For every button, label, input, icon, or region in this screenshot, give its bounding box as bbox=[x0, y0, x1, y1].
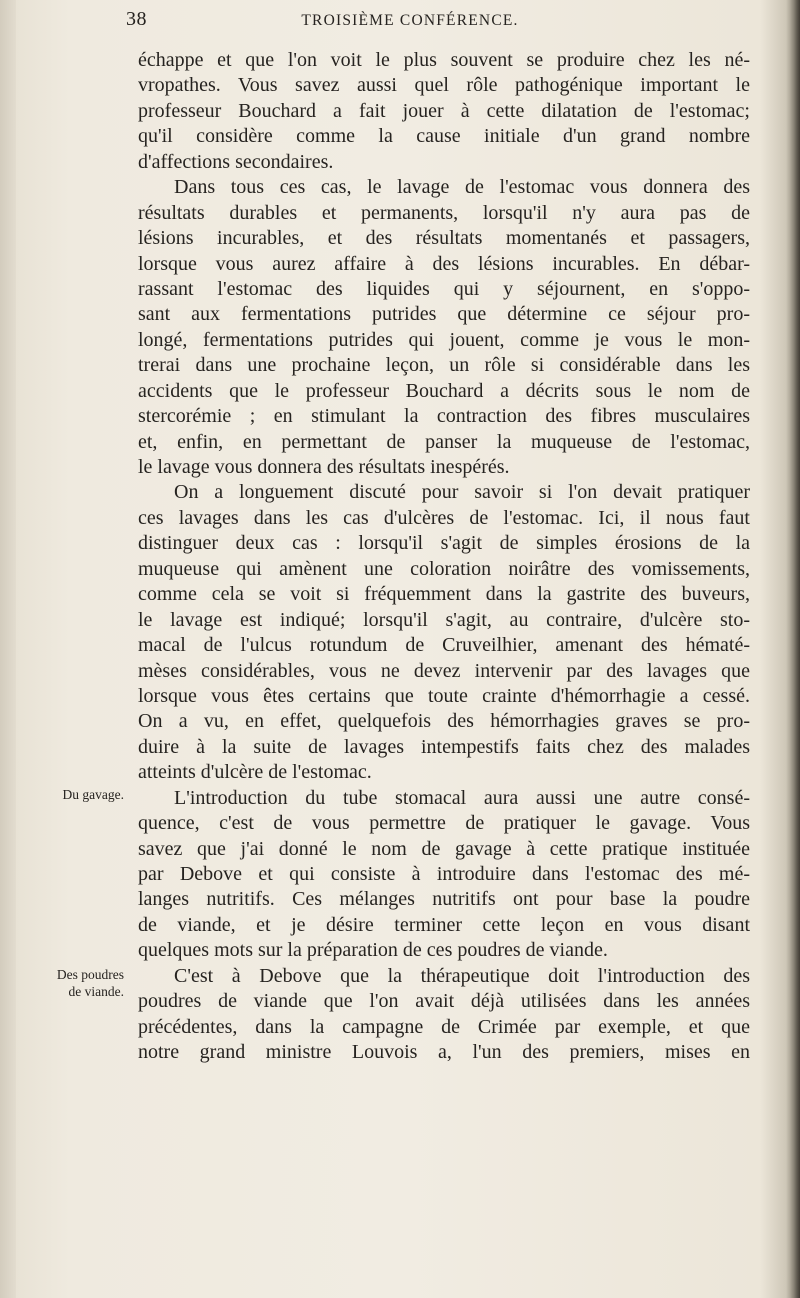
text-line: sant aux fermentations putrides que détermine ce séjour pro- bbox=[138, 303, 750, 326]
margin-note-des-poudres bbox=[24, 966, 124, 1000]
text-line: trerai dans une prochaine leçon, un rôle si considérable dans les bbox=[138, 354, 750, 377]
text-line: par Debove et qui consiste à introduire dans l'estomac des mé- bbox=[138, 863, 750, 885]
text-line: ces lavages dans les cas d'ulcères de l'estomac. Ici, il nous faut bbox=[138, 506, 750, 529]
text-line: lésions incurables, et des résultats momentanés et passagers, bbox=[138, 227, 750, 250]
text-line: Dans tous ces cas, le lavage de l'estomac vous donnera des bbox=[174, 176, 750, 199]
text-line: C'est à Debove que la thérapeutique doit l'introduction des bbox=[174, 964, 750, 987]
text-line: atteints d'ulcère de l'estomac. bbox=[138, 761, 372, 784]
text-line: muqueuse qui amènent une coloration noirâtre des vomissements, bbox=[138, 557, 750, 580]
page-binding-shadow bbox=[0, 0, 16, 1298]
text-line: d'affections secondaires. bbox=[138, 150, 334, 173]
text-line: comme cela se voit si fréquemment dans la gastrite des buveurs, bbox=[138, 583, 750, 606]
page-edge-shadow bbox=[786, 0, 800, 1298]
text-line: professeur Bouchard a fait jouer à cette dilatation de l'estomac; bbox=[138, 99, 750, 122]
text-line: langes nutritifs. Ces mélanges nutritifs ont pour base la poudre bbox=[138, 888, 750, 911]
text-line: L'introduction du tube stomacal aura aussi une autre consé- bbox=[174, 786, 750, 809]
text-line: macal de l'ulcus rotundum de Cruveilhier, amenant des hématé- bbox=[138, 634, 750, 657]
text-line: accidents que le professeur Bouchard a décrits sous le nom de bbox=[138, 379, 750, 402]
text-line: mèses considérables, vous ne devez intervenir par des lavages que bbox=[138, 659, 750, 682]
text-line: le lavage est indiqué; lorsqu'il s'agit, au contraire, d'ulcère sto- bbox=[138, 608, 750, 631]
text-line: On a longuement discuté pour savoir si l'on devait pratiquer bbox=[174, 481, 750, 504]
margin-note-line: Des poudres bbox=[56, 967, 124, 982]
text-line: On a vu, en effet, quelquefois des hémorrhagies graves se pro- bbox=[138, 710, 750, 733]
text-line: qu'il considère comme la cause initiale d'un grand nombre bbox=[138, 125, 750, 148]
text-line: stercorémie ; en stimulant la contraction des fibres musculaires bbox=[138, 405, 750, 428]
running-title: TROISIÈME CONFÉRENCE. bbox=[301, 12, 519, 29]
body-text bbox=[138, 48, 750, 1066]
text-line: rassant l'estomac des liquides qui y séjournent, en s'oppo- bbox=[138, 277, 750, 300]
text-line: de viande, et je désire terminer cette leçon en vous disant bbox=[138, 913, 750, 936]
text-line: savez que j'ai donné le nom de gavage à cette pratique instituée bbox=[138, 837, 750, 860]
text-line: distinguer deux cas : lorsqu'il s'agit de simples érosions de la bbox=[138, 532, 750, 555]
page-number: 38 bbox=[126, 8, 147, 30]
running-head bbox=[0, 6, 800, 42]
text-line: lorsque vous aurez affaire à des lésions incurables. En débar- bbox=[138, 252, 750, 275]
text-line: échappe et que l'on voit le plus souvent se produire chez les né- bbox=[138, 49, 750, 71]
text-line: poudres de viande que l'on avait déjà utilisées dans les années bbox=[138, 990, 750, 1013]
text-line: précédentes, dans la campagne de Crimée par exemple, et que bbox=[138, 1015, 750, 1038]
text-line: le lavage vous donnera des résultats inespérés. bbox=[138, 456, 510, 478]
text-line: et, enfin, en permettant de panser la muqueuse de l'estomac, bbox=[138, 430, 750, 453]
margin-note-line: de viande. bbox=[68, 984, 124, 999]
margin-note-line: Du gavage. bbox=[62, 787, 124, 802]
margin-note-du-gavage bbox=[24, 786, 124, 803]
text-line: résultats durables et permanents, lorsqu'il n'y aura pas de bbox=[138, 201, 750, 224]
text-line: vropathes. Vous savez aussi quel rôle pathogénique important le bbox=[138, 74, 750, 97]
text-line: duire à la suite de lavages intempestifs faits chez des malades bbox=[138, 735, 750, 758]
text-line: lorsque vous êtes certains que toute crainte d'hémorrhagie a cessé. bbox=[138, 684, 750, 707]
text-line: quence, c'est de vous permettre de pratiquer le gavage. Vous bbox=[138, 812, 750, 835]
text-line: longé, fermentations putrides qui jouent, comme je vous le mon- bbox=[138, 328, 750, 351]
text-line: notre grand ministre Louvois a, l'un des premiers, mises en bbox=[138, 1041, 750, 1064]
text-line: quelques mots sur la préparation de ces poudres de viande. bbox=[138, 939, 608, 962]
